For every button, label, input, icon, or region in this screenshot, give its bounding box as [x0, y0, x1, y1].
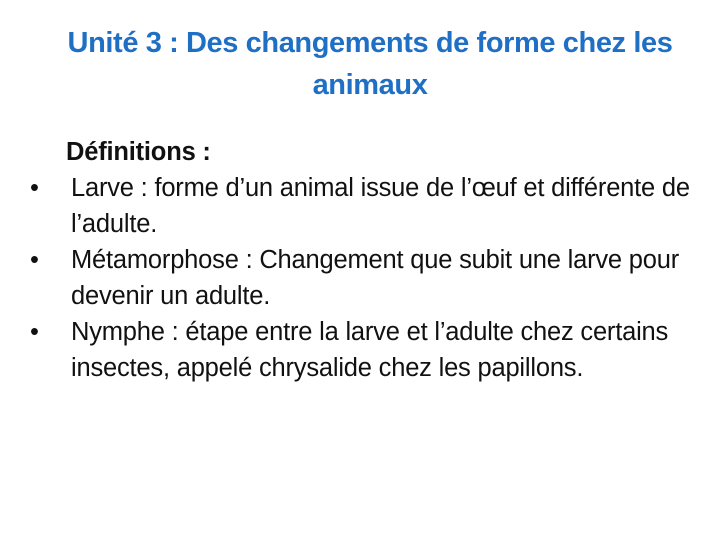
definitions-list [30, 170, 690, 386]
definition-nymphe: Nymphe : étape entre la larve et l’adulte chez certains insectes, appelé chrysalide chez les papillons. [71, 318, 669, 382]
bullet-icon: • [30, 174, 39, 202]
slide-content [30, 134, 690, 386]
list-item [30, 314, 690, 386]
slide-title: Unité 3 : Des changements de forme chez les animaux [67, 27, 673, 101]
list-item [30, 170, 690, 242]
definition-metamorphose: Métamorphose : Changement que subit une larve pour devenir un adulte. [71, 246, 680, 310]
list-item [30, 242, 690, 314]
bullet-icon: • [30, 318, 39, 346]
definitions-heading: Définitions : [66, 138, 211, 166]
definition-larve: Larve : forme d’un animal issue de l’œuf et différente de l’adulte. [71, 174, 690, 238]
bullet-icon: • [30, 246, 39, 274]
